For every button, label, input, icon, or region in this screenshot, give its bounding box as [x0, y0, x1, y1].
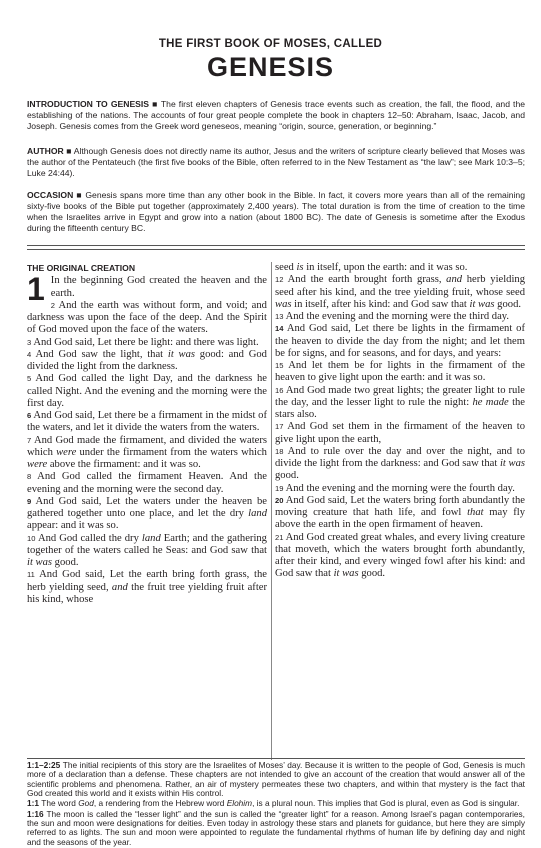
author-label: AUTHOR ■ — [27, 146, 72, 156]
verse-number: 10 — [27, 533, 38, 543]
note-item — [27, 761, 525, 798]
right-column — [275, 262, 525, 581]
author-text: Although Genesis does not directly name its author, Jesus and the writers of scripture clearly believed that Moses was the author of the Pentateuch (the first five books of the Bible, often referred to in the New Testament as “the law”; see Mark 10:3–5; Luke 24:44). — [27, 146, 525, 178]
verse-text: And God said, Let the earth bring forth grass, the herb yielding seed, and the fruit tree yielding fruit after his kind, whose — [27, 569, 267, 605]
section-heading: THE ORIGINAL CREATION — [27, 263, 136, 273]
note-reference: 1:16 — [27, 808, 47, 819]
column-divider — [271, 262, 272, 760]
verse-text: And God said, Let the waters bring forth abundantly the moving creature that hath life, and fowl that may fly above the earth in the open firmament of heaven. — [275, 494, 525, 531]
verse-number: 4 — [27, 349, 36, 359]
verse-12 — [275, 274, 525, 311]
verse-number: 3 — [27, 337, 34, 347]
verse-number: 19 — [275, 483, 286, 493]
intro-label: INTRODUCTION TO GENESIS ■ — [27, 99, 158, 109]
verse-17 — [275, 421, 525, 446]
left-verse-list — [27, 300, 267, 606]
left-column — [27, 262, 267, 606]
verse-number: 15 — [275, 361, 289, 370]
verse-number: 18 — [275, 446, 288, 456]
verse-text: And God made two great lights; the greater light to rule the day, and the lesser light to rule the night: he made the stars also. — [275, 384, 526, 420]
verse-7 — [27, 435, 267, 472]
verse-number: 13 — [275, 312, 286, 321]
note-item — [27, 810, 525, 847]
verse-13 — [275, 311, 525, 323]
verse-number: 11 — [27, 570, 40, 580]
verse-number: 20 — [275, 495, 286, 505]
verse-text: And God said, Let there be lights in the firmament of the heaven to divide the day from the night; and let them be for signs, and for seasons, and for days, and years: — [275, 323, 525, 359]
verse-6 — [27, 410, 267, 435]
verse-text: And God called the light Day, and the darkness he called Night. And the evening and the morning were the first day. — [27, 373, 267, 409]
verse-text: And let them be for lights in the firmament of the heaven to give light upon the earth: and it was so. — [275, 360, 525, 384]
note-reference: 1:1–2:25 — [27, 760, 63, 770]
book-subtitle: THE FIRST BOOK OF MOSES, CALLED — [158, 38, 383, 50]
verse-number: 12 — [275, 275, 288, 285]
right-verse-list — [275, 274, 525, 580]
verse-text: And God said, Let there be light: and there was light. — [33, 336, 259, 348]
verse-text: And God called the dry land Earth; and the gathering together of the waters called he Seas: and God saw that it was good. — [27, 532, 267, 568]
occasion-text: Genesis spans more time than any other book in the Bible. In fact, it covers more years than all of the remaining sixty-five books of the Bible put together (approximately 2,400 years). The total duration is from the time of creation to the time when the Israelites arrive in Egypt and grow into a nation (about 1800 BC). The date of Genesis is sometime after the Exodus during the fifteenth century BC. — [27, 190, 525, 233]
verse-number: 9 — [27, 496, 36, 506]
verse-number: 17 — [275, 422, 288, 432]
verse-18 — [275, 446, 525, 483]
verse-5 — [27, 373, 267, 410]
intro-divider-2 — [27, 249, 525, 250]
verse-text: And God said, Let the waters under the heaven be gathered together unto one place, and let the dry land appear: and it was so. — [27, 495, 267, 532]
verse-number: 14 — [275, 324, 287, 334]
verse-number: 8 — [27, 472, 38, 482]
intro-paragraph — [27, 99, 525, 132]
intro-text: The first eleven chapters of Genesis trace events such as creation, the fall, the flood, and the establishing of the nations. The accounts of four great people complete the book in chapters 12–50: Abraham, Isaac, Jacob, and Joseph. Genesis comes from the Greek word geneseos, meaning “origin, source, generation, or beginning.” — [27, 99, 526, 131]
verse-number: 21 — [275, 532, 286, 542]
verse-text: And God called the firmament Heaven. And the evening and the morning were the second day. — [27, 471, 267, 495]
verse-1 — [27, 271, 267, 308]
occasion-label: OCCASION ■ — [27, 190, 83, 200]
verse-8 — [27, 471, 267, 496]
verse-1-text: In the beginning God created the heaven and the earth. — [50, 275, 267, 299]
occasion-paragraph — [27, 190, 525, 234]
verse-text: And to rule over the day and over the night, and to divide the light from the darkness: and God saw that it was good. — [275, 445, 526, 482]
verse-text: And the evening and the morning were the third day. — [285, 311, 510, 322]
notes-divider — [27, 758, 525, 759]
verse-continuation: seed is in itself, upon the earth: and it was so. — [275, 262, 468, 273]
note-reference: 1:1 — [27, 798, 42, 809]
chapter-number: 1 — [27, 271, 45, 308]
book-title: GENESIS — [206, 52, 335, 82]
study-notes — [27, 761, 525, 848]
note-text: The initial recipients of this story are the Israelites of Moses’ day. Because it is written to the people of God, Genesis is much more of a declaration than a defense. These chapters are not intended to give an account of the creation that would answer all of the scientific problems and phenomena. Rather, an air of mystery permeates these two chapters, and within that mystery is the fact that God created this world and it exists within His control. — [27, 760, 525, 798]
verse-text: And God made the firmament, and divided the waters which were under the firmament from the waters which were above the firmament: and it was so. — [27, 434, 267, 470]
verse-3 — [27, 337, 267, 349]
verse-text: And God saw the light, that it was good: and God divided the light from the darkness. — [27, 348, 267, 372]
verse-text: And God said, Let there be a firmament in the midst of the waters, and let it divide the waters from the waters. — [27, 410, 267, 434]
note-item — [27, 799, 525, 808]
verse-4 — [27, 349, 267, 374]
verse-21 — [275, 532, 525, 581]
verse-9 — [27, 496, 267, 533]
intro-divider — [27, 245, 525, 246]
verse-number: 7 — [27, 435, 34, 445]
verse-19 — [275, 483, 525, 495]
verse-text: And the evening and the morning were the fourth day. — [285, 482, 515, 494]
verse-16 — [275, 385, 525, 422]
verse-number: 16 — [275, 385, 286, 395]
verse-10 — [27, 533, 267, 570]
verse-14 — [275, 323, 525, 360]
verse-11 — [27, 569, 267, 606]
verse-text: And the earth brought forth grass, and herb yielding seed after his kind, and the tree yielding fruit, whose seed was in itself, after his kind: and God saw that it was good. — [275, 274, 526, 310]
author-paragraph — [27, 146, 525, 179]
verse-text: And God set them in the firmament of the heaven to give light upon the earth, — [275, 421, 525, 445]
verse-20 — [275, 495, 525, 532]
note-text: The word God, a rendering from the Hebrew word Elohim, is a plural noun. This implies that God is plural, even as God is singular. — [41, 798, 520, 809]
verse-number: 2 — [50, 300, 59, 310]
verse-number: 6 — [27, 411, 34, 420]
note-text: The moon is called the “lesser light” and the sun is called the “greater light” for a reason. Among Israel’s pagan contemporaries, the sun and moon were designations for deities. Even today in astrology these stars and planets for guidance, but here they are simply referred to as lights. The sun and moon were appointed to regulate the fundamental rhythms of human life by defining day and night and the seasons of the year. — [27, 808, 525, 847]
verse-text: And God created great whales, and every living creature that moveth, which the waters brought forth abundantly, after their kind, and every winged fowl after his kind: and God saw that it was good. — [275, 531, 525, 580]
verse-text: And the earth was without form, and void; and darkness was upon the face of the deep. And the Spirit of God moved upon the face of the waters. — [27, 299, 267, 336]
verse-15 — [275, 360, 525, 385]
verse-number: 5 — [27, 374, 36, 384]
verse-2 — [27, 300, 267, 337]
